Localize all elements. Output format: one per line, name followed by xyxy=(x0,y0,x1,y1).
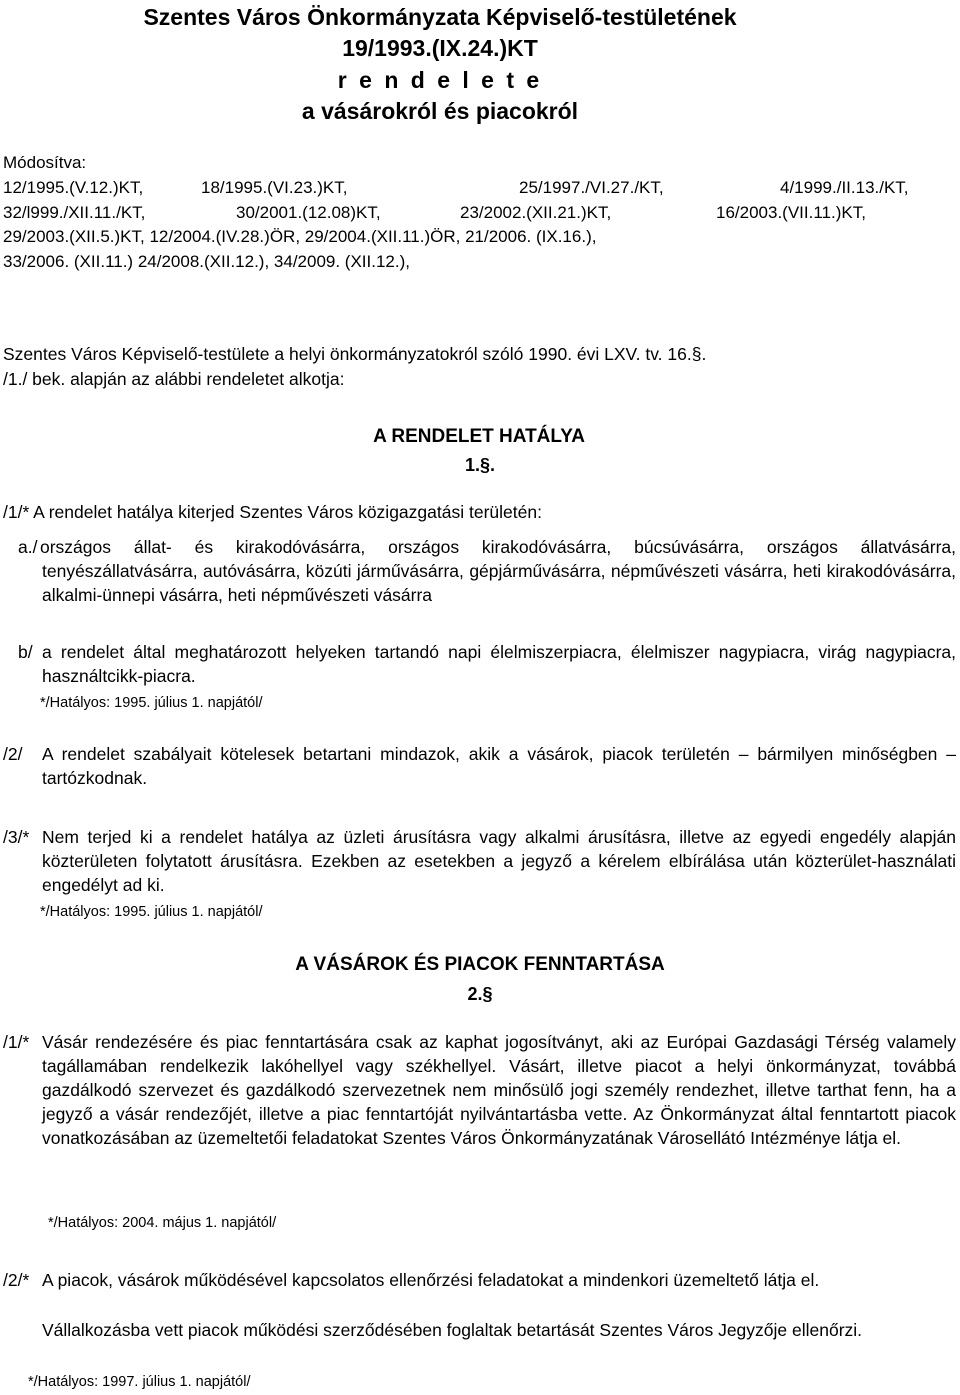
s1-p2-label: /2/ xyxy=(3,744,23,764)
section-1-heading: A RENDELET HATÁLYA xyxy=(373,426,585,447)
amendment-ref: 25/1997./VI.27./KT, xyxy=(519,178,664,197)
s2-p1-effective-note: */Hatályos: 2004. május 1. napjától/ xyxy=(48,1215,277,1231)
s1-p2-text: A rendelet szabályait kötelesek betartani mindazok, akik a vásárok, piacok területén – bármilyen minőségben – tartózkodnak. xyxy=(42,744,956,788)
s2-p2-effective-note: */Hatályos: 1997. július 1. napjától/ xyxy=(28,1374,251,1390)
doc-title-number: 19/1993.(IX.24.)KT xyxy=(342,35,538,61)
amendment-ref: 12/1995.(V.12.)KT, xyxy=(3,178,144,197)
s2-p1-label: /1/* xyxy=(3,1032,30,1052)
amendments-row xyxy=(3,176,953,201)
amendment-ref: 30/2001.(12.08)KT, xyxy=(236,202,381,222)
s2-p2-text-b: Vállalkozásba vett piacok működési szerződésében foglaltak betartását Szentes Város Jegyzője ellenőrzi. xyxy=(42,1320,863,1340)
s1-p1-effective-note: */Hatályos: 1995. július 1. napjától/ xyxy=(40,695,263,711)
amendment-ref: 16/2003.(VII.11.)KT, xyxy=(716,202,866,222)
doc-title-subject: a vásárokról és piacokról xyxy=(301,98,579,124)
s1-p3-text: Nem terjed ki a rendelet hatálya az üzleti árusításra vagy alkalmi árusításra, illetve az egyedi engedély alapján közterületen folytatott árusításra. Ezekben az esetekben a jegyző a kérelem elbírálása után közterület-használati engedélyt ad ki. xyxy=(42,827,956,895)
s2-p2-text-a: A piacok, vásárok működésével kapcsolatos ellenőrzési feladatokat a mindenkori üzemeltető látja el. xyxy=(42,1270,820,1290)
amendments-list xyxy=(3,176,953,274)
preamble-line-1: Szentes Város Képviselő-testülete a helyi önkormányzatokról szóló 1990. évi LXV. tv. 16.§. xyxy=(3,344,707,364)
section-2-number: 2.§ xyxy=(467,984,493,1004)
amendments-row xyxy=(3,201,953,226)
s1-p3-label: /3/* xyxy=(3,827,30,847)
amendment-ref: 18/1995.(VI.23.)KT, xyxy=(201,178,348,197)
amendments-row xyxy=(3,250,953,275)
s1-p1-b-label: b/ xyxy=(18,642,33,662)
s2-p1-text: Vásár rendezésére és piac fenntartására csak az kaphat jogosítványt, aki az Európai Gazdasági Térség valamely tagállamában rendelkezik lakóhellyel vagy székhellyel. Vásárt, illetve piacot a helyi önkormányzat, továbbá gazdálkodó szervezet és gazdálkodó szervezetnek nem minősülő jogi személy rendezhet, illetve tarthat fenn, ha a jegyző a vásár rendezőjét, illetve a piac fenntartóját nyilvántartásba vette. Az Önkormányzat által fenntartott piacok vonatkozásában az üzemeltetői feladatokat Szentes Város Önkormányzatának Városellátó Intézménye látja el. xyxy=(42,1032,956,1148)
s1-p3-effective-note: */Hatályos: 1995. július 1. napjától/ xyxy=(40,904,263,920)
section-1-number: 1.§. xyxy=(464,455,496,475)
section-2-heading: A VÁSÁROK ÉS PIACOK FENNTARTÁSA xyxy=(295,954,665,975)
amendments-row xyxy=(3,225,953,250)
doc-title-issuer: Szentes Város Önkormányzata Képviselő-testületének xyxy=(143,4,737,30)
s1-p1-intro: /1/* A rendelet hatálya kiterjed Szentes Város közigazgatási területén: xyxy=(3,502,542,522)
s1-p1-a-text: országos állat- és kirakodóvásárra, országos kirakodóvásárra, búcsúvásárra, országos állatvásárra, tenyészállatvásárra, autóvásárra, közúti járművásárra, gépjárművásárra, népművészeti vásárra, heti kirakodóvásárra, alkalmi-ünnepi vásárra, heti népművészeti vásárra xyxy=(40,537,956,605)
amendment-refs: 33/2006. (XII.11.) 24/2008.(XII.12.), 34/2009. (XII.12.), xyxy=(3,251,410,271)
s2-p2-label: /2/* xyxy=(3,1270,30,1290)
s1-p1-a-label: a./ xyxy=(18,537,38,557)
amendments-header: Módosítva: xyxy=(3,153,87,172)
amendment-ref: 23/2002.(XII.21.)KT, xyxy=(460,202,612,222)
amendment-ref: 32/l999./XII.11./KT, xyxy=(3,202,146,222)
amendment-ref: 4/1999./II.13./KT, xyxy=(780,178,909,197)
doc-title-type: r e n d e l e t e xyxy=(337,67,543,93)
amendment-refs: 29/2003.(XII.5.)KT, 12/2004.(IV.28.)ÖR, 29/2004.(XII.11.)ÖR, 21/2006. (IX.16.), xyxy=(3,227,597,246)
s1-p1-b-text: a rendelet által meghatározott helyeken tartandó napi élelmiszerpiacra, élelmiszer nagypiacra, virág nagypiacra, használtcikk-piacra. xyxy=(42,642,956,686)
preamble-line-2: /1./ bek. alapján az alábbi rendeletet alkotja: xyxy=(3,369,345,389)
